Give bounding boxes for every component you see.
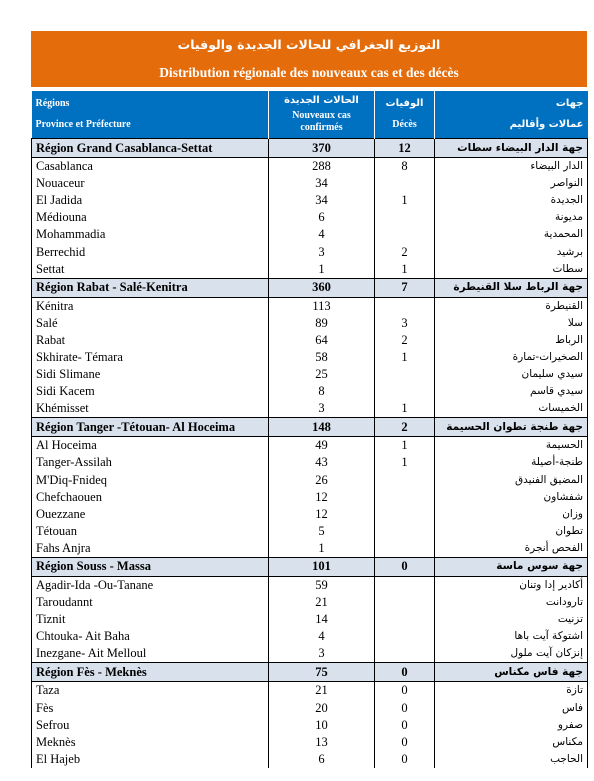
province-row [32, 261, 588, 279]
province-deaths [375, 576, 435, 594]
province-deaths: 1 [375, 437, 435, 455]
province-row [32, 209, 588, 226]
header-province-label: Province et Préfecture [35, 119, 131, 130]
province-deaths [375, 383, 435, 400]
province-deaths: 1 [375, 261, 435, 279]
province-cases: 5 [269, 523, 375, 540]
province-cases: 43 [269, 454, 375, 471]
province-cases: 6 [269, 209, 375, 226]
title-arabic: التوزيع الجغرافي للحالات الجديدة والوفيات [177, 37, 441, 52]
province-deaths: 1 [375, 400, 435, 418]
region-deaths: 2 [375, 418, 435, 437]
province-cases: 3 [269, 400, 375, 418]
province-deaths: 3 [375, 315, 435, 332]
header-deaths-ar: الوفيات [385, 98, 424, 109]
province-name: Al Hoceima [32, 437, 269, 455]
header-regions-ar [435, 91, 588, 139]
province-deaths: 0 [375, 734, 435, 751]
province-deaths: 1 [375, 454, 435, 471]
province-deaths [375, 297, 435, 315]
province-row [32, 226, 588, 243]
province-deaths [375, 226, 435, 243]
province-row [32, 540, 588, 558]
province-deaths [375, 611, 435, 628]
province-name: Sidi Slimane [32, 366, 269, 383]
province-name-ar: تزنيت [435, 611, 588, 628]
province-name-ar: إنزكان آيت ملول [435, 645, 588, 663]
province-row [32, 506, 588, 523]
province-cases: 34 [269, 192, 375, 209]
province-deaths [375, 175, 435, 192]
province-deaths [375, 628, 435, 645]
header-regions-label: Régions [35, 98, 70, 109]
header-new-cases-ar: الحالات الجديدة [284, 95, 359, 106]
region-name-ar: جهة الدار البيضاء سطات [435, 139, 588, 158]
province-cases: 25 [269, 366, 375, 383]
province-deaths [375, 645, 435, 663]
province-name: Tétouan [32, 523, 269, 540]
region-deaths: 0 [375, 557, 435, 576]
region-name: Région Souss - Massa [32, 557, 269, 576]
province-name: Taroudannt [32, 594, 269, 611]
province-row [32, 158, 588, 176]
header-new-cases-fr: Nouveaux cas confirmés [292, 110, 351, 133]
province-row [32, 489, 588, 506]
province-name-ar: الصخيرات-تمارة [435, 349, 588, 366]
province-row [32, 297, 588, 315]
province-name: Médiouna [32, 209, 269, 226]
province-name-ar: الجديدة [435, 192, 588, 209]
province-cases: 4 [269, 226, 375, 243]
province-name: Settat [32, 261, 269, 279]
province-cases: 1 [269, 540, 375, 558]
region-name-ar: جهة فاس مكناس [435, 663, 588, 682]
province-name-ar: وزان [435, 506, 588, 523]
province-cases: 3 [269, 243, 375, 260]
province-name-ar: أكادير إدا وتنان [435, 576, 588, 594]
province-deaths: 0 [375, 751, 435, 768]
province-name: Khémisset [32, 400, 269, 418]
region-name: Région Tanger -Tétouan- Al Hoceima [32, 418, 269, 437]
province-cases: 4 [269, 628, 375, 645]
province-name-ar: الخميسات [435, 400, 588, 418]
province-row [32, 682, 588, 700]
province-deaths [375, 594, 435, 611]
province-name: El Hajeb [32, 751, 269, 768]
province-row [32, 454, 588, 471]
province-row [32, 192, 588, 209]
province-name-ar: النواصر [435, 175, 588, 192]
province-row [32, 472, 588, 489]
province-name: Rabat [32, 332, 269, 349]
region-deaths: 0 [375, 663, 435, 682]
province-name: Agadir-Ida -Ou-Tanane [32, 576, 269, 594]
province-cases: 34 [269, 175, 375, 192]
province-cases: 13 [269, 734, 375, 751]
table-header-row [32, 91, 588, 139]
province-name: Fahs Anjra [32, 540, 269, 558]
province-cases: 10 [269, 717, 375, 734]
province-deaths [375, 209, 435, 226]
province-cases: 89 [269, 315, 375, 332]
province-deaths [375, 540, 435, 558]
province-name: Inezgane- Ait Melloul [32, 645, 269, 663]
province-cases: 64 [269, 332, 375, 349]
province-row [32, 594, 588, 611]
region-row [32, 139, 588, 158]
province-name: M'Diq-Fnideq [32, 472, 269, 489]
province-name-ar: اشتوكة آيت باها [435, 628, 588, 645]
province-row [32, 576, 588, 594]
province-deaths: 8 [375, 158, 435, 176]
region-cases: 360 [269, 278, 375, 297]
province-row [32, 349, 588, 366]
region-row [32, 557, 588, 576]
header-regions-ar-label: جهات [555, 98, 584, 109]
province-deaths: 0 [375, 682, 435, 700]
province-name: Chtouka- Ait Baha [32, 628, 269, 645]
province-cases: 12 [269, 489, 375, 506]
title-french: Distribution régionale des nouveaux cas et des décès [159, 65, 459, 80]
province-cases: 58 [269, 349, 375, 366]
province-name-ar: القنيطرة [435, 297, 588, 315]
province-name-ar: الفحص أنجرة [435, 540, 588, 558]
region-name-ar: جهة طنجة تطوان الحسيمة [435, 418, 588, 437]
province-row [32, 751, 588, 768]
region-deaths: 12 [375, 139, 435, 158]
province-cases: 14 [269, 611, 375, 628]
province-name-ar: الحاجب [435, 751, 588, 768]
province-name: Sefrou [32, 717, 269, 734]
region-name-ar: جهة الرباط سلا القنيطرة [435, 278, 588, 297]
province-row [32, 175, 588, 192]
region-name: Région Rabat - Salé-Kenitra [32, 278, 269, 297]
province-cases: 21 [269, 682, 375, 700]
province-row [32, 383, 588, 400]
province-name: Berrechid [32, 243, 269, 260]
province-name: Tiznit [32, 611, 269, 628]
province-name: Mohammadia [32, 226, 269, 243]
province-name-ar: المحمدية [435, 226, 588, 243]
province-row [32, 734, 588, 751]
province-name-ar: برشيد [435, 243, 588, 260]
province-cases: 26 [269, 472, 375, 489]
province-cases: 59 [269, 576, 375, 594]
province-deaths: 1 [375, 192, 435, 209]
province-cases: 113 [269, 297, 375, 315]
region-row [32, 663, 588, 682]
province-row [32, 717, 588, 734]
region-cases: 101 [269, 557, 375, 576]
title-banner [31, 31, 587, 87]
province-deaths: 0 [375, 717, 435, 734]
province-name-ar: الدار البيضاء [435, 158, 588, 176]
province-row [32, 332, 588, 349]
region-name: Région Grand Casablanca-Settat [32, 139, 269, 158]
region-row [32, 418, 588, 437]
province-name-ar: تطوان [435, 523, 588, 540]
province-row [32, 366, 588, 383]
header-provinces-ar-label: عمالات وأقاليم [509, 119, 584, 130]
province-name-ar: سيدي سليمان [435, 366, 588, 383]
province-name-ar: تازة [435, 682, 588, 700]
province-name-ar: فاس [435, 700, 588, 717]
province-name: El Jadida [32, 192, 269, 209]
province-name-ar: سلا [435, 315, 588, 332]
header-deaths [375, 91, 435, 139]
province-name-ar: المضيق الفنيدق [435, 472, 588, 489]
province-cases: 8 [269, 383, 375, 400]
province-deaths [375, 472, 435, 489]
province-row [32, 523, 588, 540]
province-name: Skhirate- Témara [32, 349, 269, 366]
province-cases: 49 [269, 437, 375, 455]
province-name: Taza [32, 682, 269, 700]
province-cases: 20 [269, 700, 375, 717]
province-cases: 6 [269, 751, 375, 768]
province-row [32, 400, 588, 418]
province-name-ar: الرباط [435, 332, 588, 349]
province-name-ar: مديونة [435, 209, 588, 226]
province-deaths [375, 489, 435, 506]
header-new-cases [269, 91, 375, 139]
province-deaths [375, 523, 435, 540]
province-name: Fès [32, 700, 269, 717]
province-name: Sidi Kacem [32, 383, 269, 400]
province-deaths: 1 [375, 349, 435, 366]
province-cases: 1 [269, 261, 375, 279]
regional-distribution-table [31, 91, 588, 768]
region-row [32, 278, 588, 297]
province-row [32, 315, 588, 332]
province-cases: 12 [269, 506, 375, 523]
province-name: Chefchaouen [32, 489, 269, 506]
province-deaths: 2 [375, 332, 435, 349]
province-name-ar: سطات [435, 261, 588, 279]
region-name: Région Fès - Meknès [32, 663, 269, 682]
province-name-ar: صفرو [435, 717, 588, 734]
province-name-ar: مكناس [435, 734, 588, 751]
header-regions [32, 91, 269, 139]
province-row [32, 437, 588, 455]
province-name-ar: الحسيمة [435, 437, 588, 455]
region-cases: 75 [269, 663, 375, 682]
province-row [32, 700, 588, 717]
province-cases: 21 [269, 594, 375, 611]
province-name-ar: طنجة-أصيلة [435, 454, 588, 471]
province-name: Nouaceur [32, 175, 269, 192]
province-deaths: 0 [375, 700, 435, 717]
province-name-ar: شفشاون [435, 489, 588, 506]
province-row [32, 645, 588, 663]
region-name-ar: جهة سوس ماسة [435, 557, 588, 576]
province-name-ar: تارودانت [435, 594, 588, 611]
province-row [32, 243, 588, 260]
province-name: Tanger-Assilah [32, 454, 269, 471]
region-deaths: 7 [375, 278, 435, 297]
province-row [32, 628, 588, 645]
region-cases: 370 [269, 139, 375, 158]
province-row [32, 611, 588, 628]
table-body [32, 139, 588, 768]
region-cases: 148 [269, 418, 375, 437]
province-name: Meknès [32, 734, 269, 751]
header-deaths-fr: Décès [392, 119, 417, 130]
province-cases: 288 [269, 158, 375, 176]
province-deaths: 2 [375, 243, 435, 260]
province-name: Kénitra [32, 297, 269, 315]
province-deaths [375, 506, 435, 523]
province-name: Salé [32, 315, 269, 332]
province-name: Ouezzane [32, 506, 269, 523]
province-name-ar: سيدي قاسم [435, 383, 588, 400]
province-deaths [375, 366, 435, 383]
province-cases: 3 [269, 645, 375, 663]
province-name: Casablanca [32, 158, 269, 176]
